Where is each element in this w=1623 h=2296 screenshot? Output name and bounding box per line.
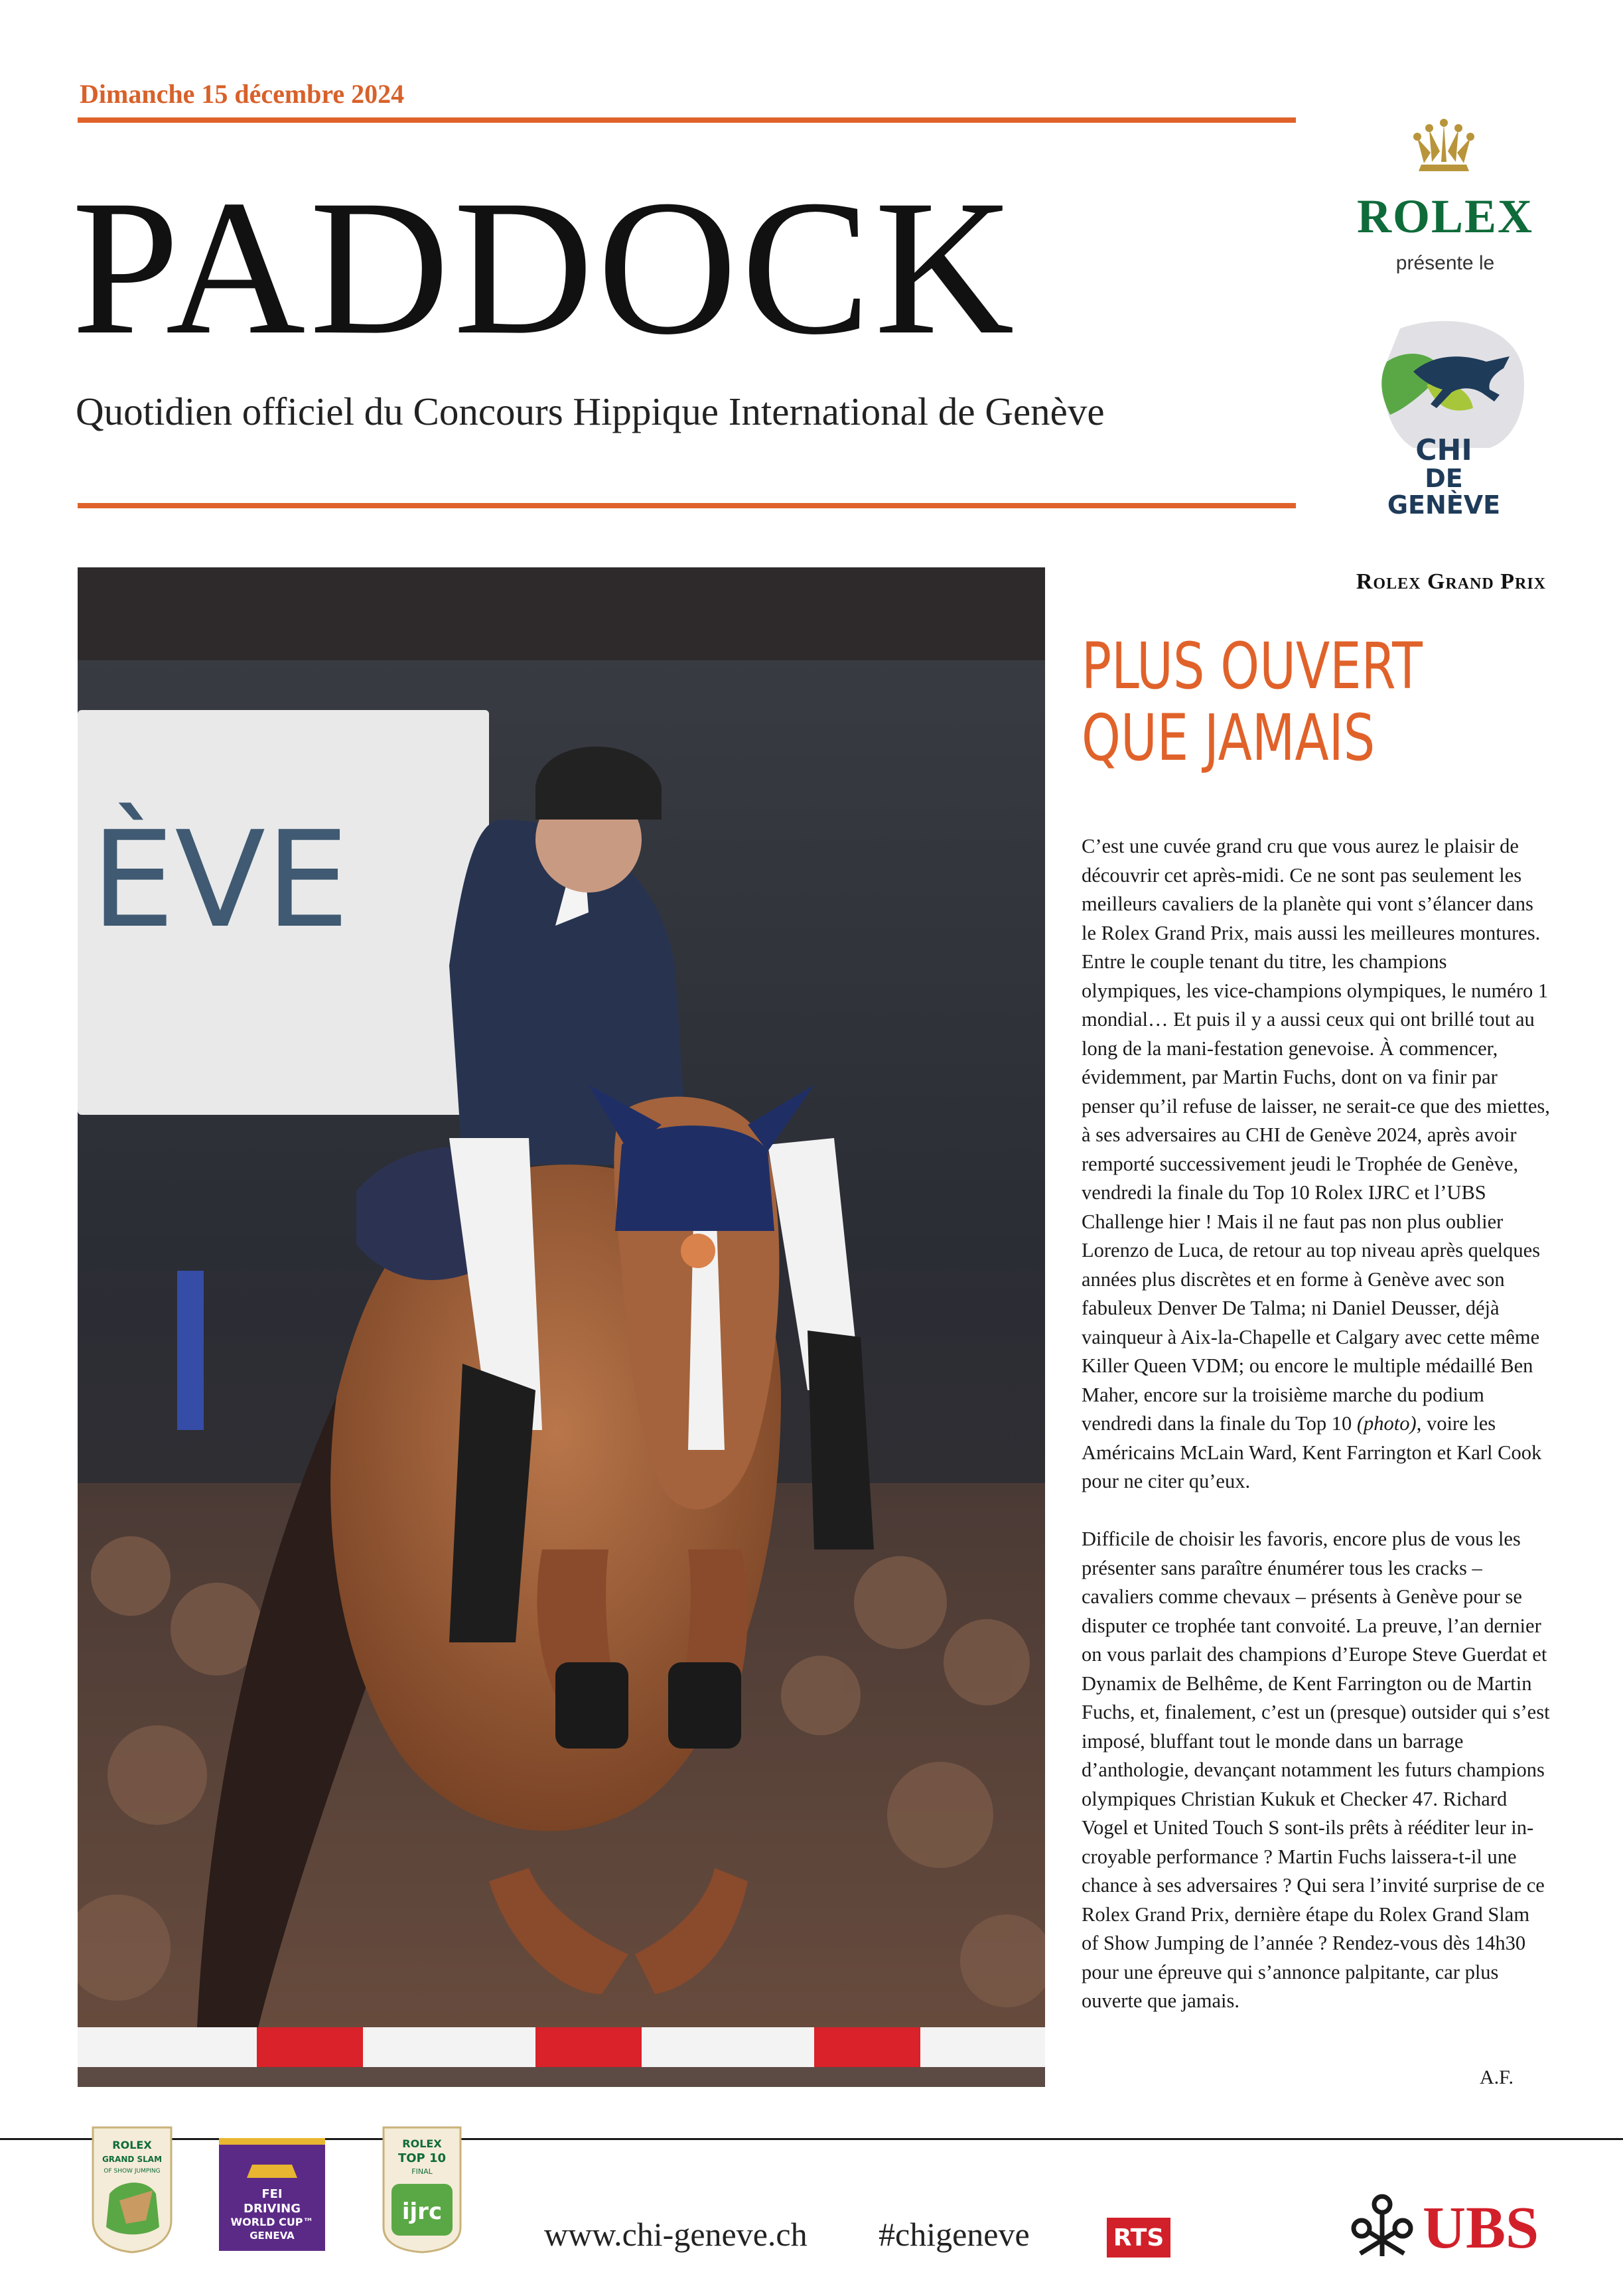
header-top-rule [78, 117, 1296, 123]
chi-logo-line2: DE GENÈVE [1387, 464, 1501, 520]
chi-geneve-logo-text [1374, 435, 1514, 519]
badge-driving-line4: GENEVA [249, 2230, 295, 2242]
badge-driving-line2: DRIVING [244, 2202, 301, 2216]
issue-date: Dimanche 15 décembre 2024 [80, 79, 405, 109]
presents-label: présente le [1395, 252, 1495, 274]
article-paragraph-1 [1082, 832, 1550, 1496]
rolex-grand-slam-badge [80, 2121, 184, 2254]
paragraph-1-text-b: , voire les Américains McLain Ward, Kent Farrington et Karl Cook pour ne citer qu’eux. [1082, 1412, 1542, 1492]
header-bottom-rule [78, 503, 1296, 508]
article-headline [1082, 630, 1423, 774]
headline-line1: PLUS OUVERT [1082, 629, 1423, 703]
paragraph-1-text-a: C’est une cuvée grand cru que vous aurez le plaisir de découvrir cet après-midi. Ce ne sont pas seulement les meilleurs cavaliers de la planète qui vont s’élancer dans le Rolex Grand Prix, mais aussi les meilleures montures. Entre le couple tenant du titre, les champions olympiques, les vice-champions olympiques, le numéro 1 mondial… Et puis il y a aussi ceux qui ont brillé tout au long de la mani-festation genevoise. À commencer, évidemment, par Martin Fuchs, dont on va finir par penser qu’il refuse de laisser, ne serait-ce que des miettes, à ses adversaires au CHI de Genève 2024, après avoir remporté successivement jeudi le Trophée de Genève, vendredi la finale du Top 10 Rolex IJRC et l’UBS Challenge hier ! Mais il ne faut pas non plus oublier Lorenzo de Luca, de retour au top niveau après quelques années plus discrètes et en forme à Genève avec son fabuleux Denver De Talma; ni Daniel Deusser, déjà vainqueur à Aix-la-Chapelle et Calgary avec cette même Killer Queen VDM; ou encore le multiple médaillé Ben Maher, encore sur la troisième marche du podium vendredi dans la finale du Top 10 [1082, 835, 1550, 1435]
badge-top10-line2: TOP 10 [397, 2151, 447, 2165]
badge-driving-line1: FEI [261, 2187, 283, 2201]
show-jumping-photo [78, 567, 1045, 2087]
rolex-logo-text: ROLEX [1356, 190, 1534, 243]
website-link[interactable]: www.chi-geneve.ch [544, 2216, 808, 2253]
hashtag-text: #chigeneve [879, 2216, 1030, 2253]
headline-line2: QUE JAMAIS [1082, 701, 1376, 776]
rts-logo: RTS [1107, 2218, 1170, 2258]
masthead-title: PADDOCK [72, 161, 1019, 375]
badge-driving-line3: WORLD CUP™ [230, 2216, 314, 2228]
badge-top10-line3: FINAL [411, 2167, 433, 2176]
rolex-crown-icon [1412, 118, 1476, 179]
fei-driving-world-cup-badge [219, 2138, 325, 2251]
masthead-tagline: Quotidien officiel du Concours Hippique International de Genève [76, 390, 1105, 433]
ubs-logo-text: UBS [1423, 2195, 1539, 2261]
ubs-keys-icon [1347, 2190, 1417, 2260]
chi-logo-line1: CHI [1415, 433, 1472, 467]
article-body [1082, 832, 1550, 2016]
photo-banner-text: ÈVE [91, 803, 350, 958]
badge-gs-line3: OF SHOW JUMPING [104, 2168, 161, 2175]
badge-gs-line2: GRAND SLAM [102, 2155, 163, 2164]
article-paragraph-2: Difficile de choisir les favoris, encore plus de vous les présenter sans paraître énumérer tous les cracks – cavaliers comme chevaux – présents à Genève pour se disputer ce trophée tant convoité. La preuve, l’an dernier on vous parlait des champions d’Europe Steve Guerdat et Dynamix de Belhême, de Kent Farrington ou de Martin Fuchs, et, finalement, c’est un (presque) outsider qui s’est imposé, bluffant tout le monde dans un barrage d’anthologie, devançant notamment les futurs champions olympiques Christian Kukuk et Checker 47. Richard Vogel et United Touch S sont-ils prêts à rééditer leur in-croyable performance ? Martin Fuchs laissera-t-il une chance à ses adversaires ? Qui sera l’invité surprise de ce Rolex Grand Prix, dernière étape du Rolex Grand Slam of Show Jumping de l’année ? Rendez-vous dès 14h30 pour une épreuve qui s’annonce palpitante, car plus ouverte que jamais. [1082, 1528, 1550, 2012]
author-signature: A.F. [1480, 2066, 1514, 2088]
badge-top10-line1: ROLEX [402, 2137, 442, 2150]
badge-top10-line4: ijrc [401, 2198, 443, 2225]
section-kicker: Rolex Grand Prix [1356, 569, 1546, 594]
badge-gs-line1: ROLEX [112, 2139, 152, 2151]
rolex-top10-badge [377, 2121, 467, 2254]
photo-reference: (photo) [1356, 1412, 1417, 1435]
